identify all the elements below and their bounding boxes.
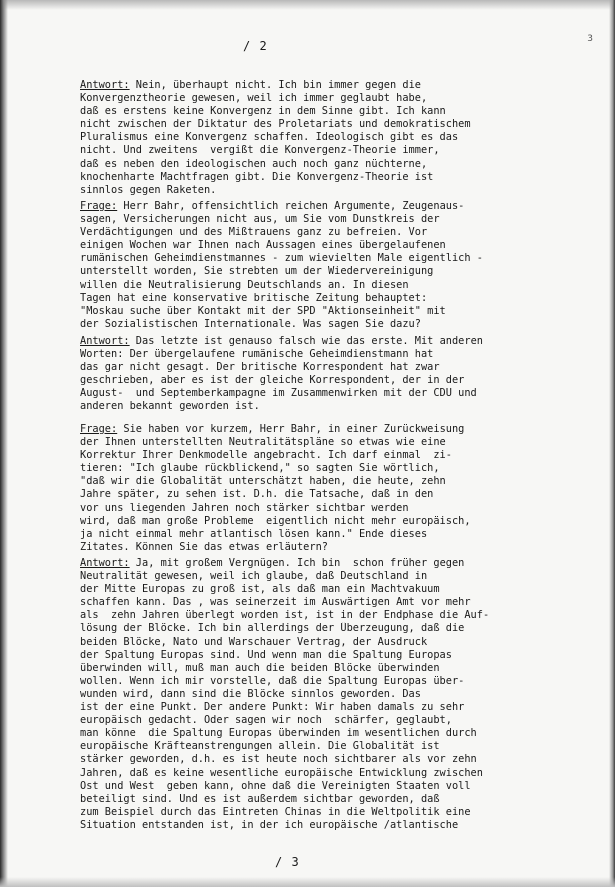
line-text: Ja, mit großem Vergnügen. Ich bin schon früher gegen — [129, 557, 465, 569]
text-line — [80, 636, 600, 649]
text-line — [80, 79, 600, 92]
line-text: geschrieben, aber es ist der gleiche Korrespondent, der in der — [80, 374, 465, 387]
line-text: beiden Blöcke, Nato und Warschauer Vertrag, der Ausdruck — [80, 635, 428, 648]
line-text: rumänischen Geheimdienstmannes - zum wievielten Male eigentlich - — [80, 252, 483, 265]
line-text: August- und Septemberkampagne im Zusammenwirken mit der CDU und — [80, 387, 477, 400]
line-text: als zehn Jahren überlegt worden ist, ist in der Endphase die Auf- — [80, 609, 490, 622]
line-text: einigen Wochen war Ihnen nach Aussagen eines übergelaufenen — [80, 239, 446, 252]
text-line — [80, 714, 600, 727]
text-line — [80, 583, 600, 596]
text-line — [80, 92, 600, 105]
line-text: wird, daß man große Probleme eigentlich nicht mehr europäisch, — [80, 514, 471, 527]
text-line — [80, 596, 600, 609]
text-line — [80, 767, 600, 780]
line-text: überwinden will, muß man auch die beiden Blöcke überwinden — [80, 661, 440, 674]
margin-mark: 3 — [587, 34, 593, 44]
text-line — [80, 701, 600, 714]
line-text: nicht zwischen der Diktatur des Proletariats und demokratischem — [80, 118, 471, 131]
text-line — [80, 541, 600, 554]
text-line — [80, 528, 600, 541]
speaker-label: Frage: — [80, 200, 118, 212]
line-text: Sie haben vor kurzem, Herr Bahr, in einer Zurückweisung — [117, 423, 465, 435]
text-line — [80, 688, 600, 701]
line-text: der Spaltung Europas sind. Und wenn man die Spaltung Europas — [80, 648, 452, 661]
line-text: man könne die Spaltung Europas überwinden im wesentlichen durch — [80, 727, 477, 740]
text-line — [80, 649, 600, 662]
page-number-bottom: / 3 — [275, 855, 300, 869]
line-text: Pluralismus eine Konvergenz schaffen. Ideologisch gibt es das — [80, 131, 459, 144]
text-line — [80, 806, 600, 819]
text-line — [80, 348, 600, 361]
line-text: schaffen kann. Das , was seinerzeit im Auswärtigen Amt vor mehr — [80, 596, 471, 609]
text-line — [80, 423, 600, 436]
line-text: das gar nicht gesagt. Der britische Korrespondent hat zwar — [80, 361, 440, 374]
line-text: beteiligt sind. Und es ist außerdem sichtbar geworden, daß — [80, 792, 440, 805]
line-text: Jahre später, zu sehen ist. D.h. die Tatsache, daß in den — [80, 488, 434, 501]
text-line — [80, 200, 600, 213]
line-text: Nein, überhaupt nicht. Ich bin immer gegen die — [129, 79, 421, 91]
text-line — [80, 387, 600, 400]
text-line — [80, 502, 600, 515]
line-text: anderen bekannt geworden ist. — [80, 400, 260, 413]
line-text: Neutralität gewesen, weil ich glaube, daß Deutschland in — [80, 570, 428, 583]
text-line — [80, 374, 600, 387]
text-line — [80, 609, 600, 622]
text-line — [80, 819, 600, 832]
text-line — [80, 213, 600, 226]
text-line — [80, 144, 600, 157]
line-text: ist der eine Punkt. Der andere Punkt: Wir haben damals zu sehr — [80, 701, 465, 714]
line-text: willen die Neutralisierung Deutschlands an. In diesen — [80, 278, 409, 291]
line-text: sagen, Versicherungen nicht aus, um Sie vom Dunstkreis der — [80, 213, 440, 226]
line-text: Verdächtigungen und des Mißtrauens ganz zu befreien. Vor — [80, 226, 428, 239]
line-text: wollen. Wenn ich mir vorstelle, daß die Spaltung Europas über- — [80, 674, 465, 687]
text-line — [80, 226, 600, 239]
speaker-label: Antwort: — [80, 557, 130, 569]
text-line — [80, 675, 600, 688]
text-line — [80, 449, 600, 462]
line-text: Das letzte ist genauso falsch wie das erste. Mit anderen — [129, 335, 483, 347]
line-text: Situation entstanden ist, in der ich europäische /atlantische — [80, 818, 459, 831]
line-text: ja nicht einmal mehr atlantisch lösen kann." Ende dieses — [80, 527, 428, 540]
speaker-label: Antwort: — [80, 79, 130, 91]
text-line — [80, 252, 600, 265]
line-text: Konvergenztheorie gewesen, weil ich immer geglaubt habe, — [80, 92, 428, 105]
text-line — [80, 515, 600, 528]
line-text: zum Beispiel durch das Eintreten Chinas in die Weltpolitik eine — [80, 805, 471, 818]
page-number-top: / 2 — [243, 39, 268, 53]
line-text: der Sozialistischen Internationale. Was sagen Sie dazu? — [80, 317, 421, 330]
text-line — [80, 462, 600, 475]
text-line — [80, 292, 600, 305]
text-line — [80, 557, 600, 570]
line-text: daß es erstens keine Konvergenz in dem Sinne gibt. Ich kann — [80, 105, 446, 118]
text-line — [80, 488, 600, 501]
text-line — [80, 475, 600, 488]
question-block-2 — [80, 423, 600, 554]
text-line — [80, 279, 600, 292]
line-text: vor uns liegenden Jahren noch stärker sichtbar werden — [80, 501, 409, 514]
text-line — [80, 740, 600, 753]
scan-edge-top — [0, 0, 615, 10]
text-line — [80, 361, 600, 374]
text-line — [80, 158, 600, 171]
speaker-label: Antwort: — [80, 335, 130, 347]
text-line — [80, 131, 600, 144]
text-line — [80, 105, 600, 118]
line-text: Worten: Der übergelaufene rumänische Geheimdienstmann hat — [80, 348, 434, 361]
line-text: unterstellt worden, Sie strebten um der Wiedervereinigung — [80, 265, 434, 278]
line-text: Korrektur Ihrer Denkmodelle angebracht. Ich darf einmal zi- — [80, 449, 452, 462]
line-text: "daß wir die Globalität unterschätzt haben, die heute, zehn — [80, 475, 446, 488]
text-line — [80, 727, 600, 740]
text-line — [80, 436, 600, 449]
line-text: europäisch gedacht. Oder sagen wir noch schärfer, geglaubt, — [80, 714, 452, 727]
line-text: Tagen hat eine konservative britische Zeitung behauptet: — [80, 291, 428, 304]
line-text: sinnlos gegen Raketen. — [80, 183, 217, 196]
line-text: nicht. Und zweitens vergißt die Konvergenz-Theorie immer, — [80, 144, 440, 157]
line-text: Herr Bahr, offensichtlich reichen Argumente, Zeugenaus- — [117, 200, 465, 212]
text-line — [80, 793, 600, 806]
line-text: wunden wird, dann sind die Blöcke sinnlos geworden. Das — [80, 687, 421, 700]
text-line — [80, 318, 600, 331]
text-line — [80, 780, 600, 793]
text-line — [80, 171, 600, 184]
scan-edge-left — [0, 0, 8, 887]
line-text: daß es neben den ideologischen auch noch ganz nüchterne, — [80, 157, 428, 170]
text-line — [80, 662, 600, 675]
line-text: lösung der Blöcke. Ich bin allerdings der Überzeugung, daß die — [80, 622, 465, 635]
text-line — [80, 265, 600, 278]
text-line — [80, 622, 600, 635]
line-text: "Moskau suche über Kontakt mit der SPD "Aktionseinheit" mit — [80, 304, 446, 317]
text-line — [80, 305, 600, 318]
text-line — [80, 570, 600, 583]
line-text: Zitates. Können Sie das etwas erläutern? — [80, 540, 328, 553]
answer-block-3 — [80, 557, 600, 832]
line-text: tieren: "Ich glaube rückblickend," so sagten Sie wörtlich, — [80, 462, 440, 475]
speaker-label: Frage: — [80, 423, 118, 435]
scan-edge-right — [609, 0, 615, 887]
answer-block-1 — [80, 79, 600, 197]
line-text: stärker geworden, d.h. es ist heute noch sichtbarer als vor zehn — [80, 753, 477, 766]
scan-edge-bottom — [0, 877, 615, 887]
text-line — [80, 335, 600, 348]
line-text: der Ihnen unterstellten Neutralitätspläne so etwas wie eine — [80, 436, 446, 449]
line-text: der Mitte Europas zu groß ist, als daß man ein Machtvakuum — [80, 583, 440, 596]
question-block-1 — [80, 200, 600, 331]
text-line — [80, 184, 600, 197]
text-line — [80, 400, 600, 413]
line-text: europäische Kräfteanstrengungen allein. Die Globalität ist — [80, 740, 440, 753]
line-text: Ost und West geben kann, ohne daß die Vereinigten Staaten voll — [80, 779, 471, 792]
text-line — [80, 753, 600, 766]
answer-block-2 — [80, 335, 600, 414]
line-text: Jahren, daß es keine wesentliche europäische Entwicklung zwischen — [80, 766, 483, 779]
line-text: knochenharte Machtfragen gibt. Die Konvergenz-Theorie ist — [80, 170, 434, 183]
text-line — [80, 118, 600, 131]
text-line — [80, 239, 600, 252]
